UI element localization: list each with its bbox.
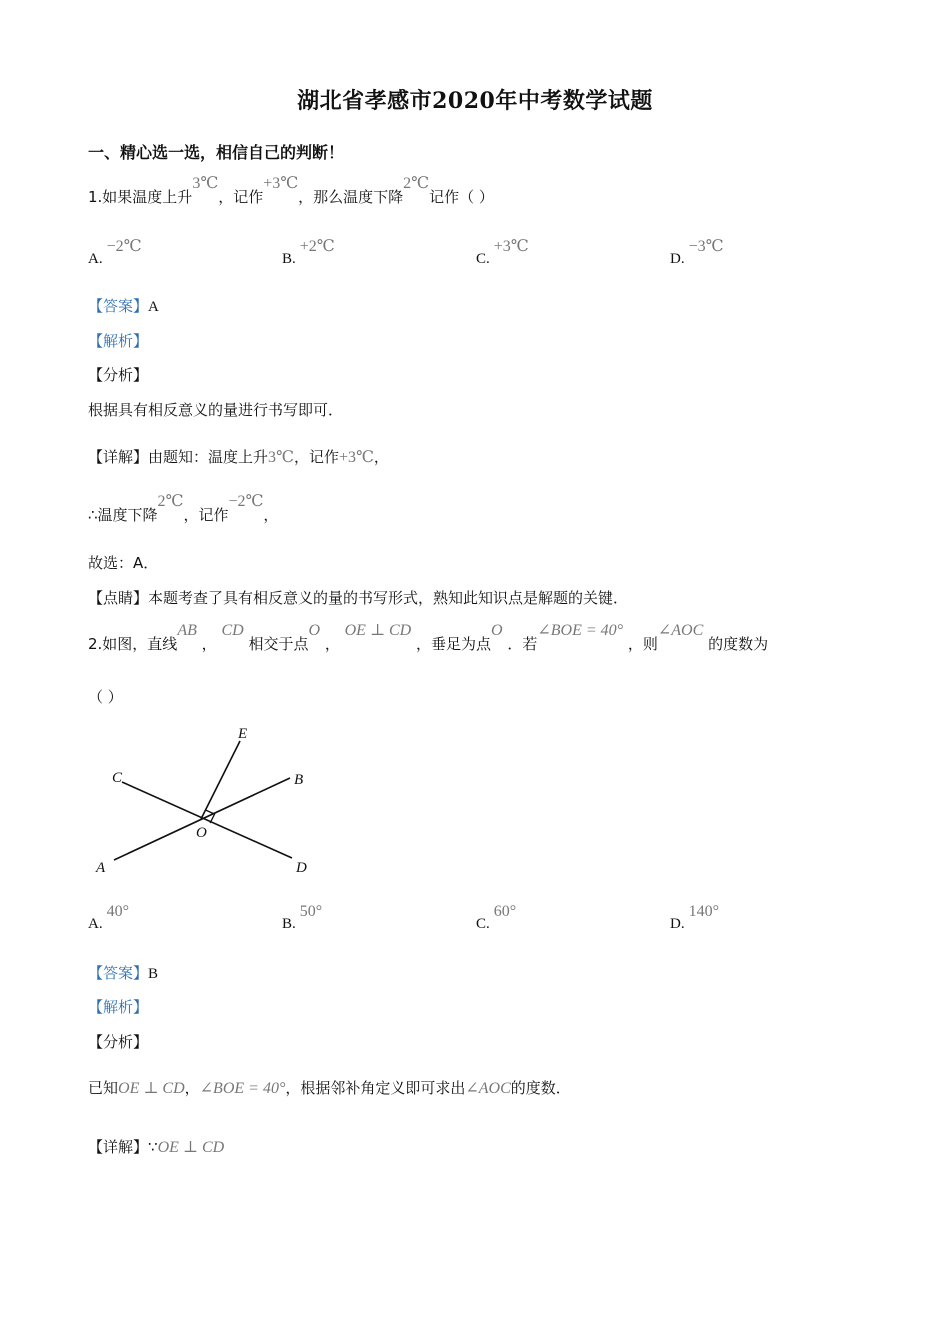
label-o: O — [196, 825, 207, 841]
q1-text-1: ，记作 — [218, 188, 264, 206]
label-c: C — [112, 770, 123, 786]
q1-math-3: 2℃ — [403, 175, 430, 192]
q1-dianjing: 【点睛】本题考查了具有相反意义的量的书写形式，熟知此知识点是解题的关键． — [88, 589, 629, 607]
q2-figure — [88, 720, 328, 890]
q2-option-b: B.50° — [282, 903, 323, 932]
q1-prefix: 1.如果温度上升 — [88, 188, 193, 206]
q1-fenxi-label: 【分析】 — [88, 366, 149, 384]
label-b: B — [294, 772, 304, 788]
ray-oe — [201, 741, 240, 819]
page-title: 湖北省孝感市2020年中考数学试题 — [297, 88, 653, 114]
q1-option-c: C.+3℃ — [476, 238, 529, 267]
q1-option-b: B.+2℃ — [282, 238, 335, 267]
q1-jiexi-label: 【解析】 — [88, 332, 149, 350]
q2-option-a: A.40° — [88, 903, 129, 932]
q2-jiexi-label: 【解析】 — [88, 998, 149, 1016]
q1-text-3: 记作（ ） — [429, 188, 494, 206]
q1-choose: 故选：A． — [88, 554, 159, 572]
q2-fenxi-label: 【分析】 — [88, 1033, 149, 1051]
label-a: A — [96, 860, 106, 876]
q2-analysis: 已知OE ⊥ CD，∠BOE = 40°，根据邻补角定义即可求出∠AOC的度数． — [88, 1079, 571, 1097]
q2-detail: 【详解】∵OE ⊥ CD — [88, 1138, 225, 1156]
section-heading: 一、精心选一选，相信自己的判断！ — [88, 143, 345, 162]
q1-text-2: ，那么温度下降 — [298, 188, 404, 206]
q1-detail-line2: ∴温度下降2℃，记作−2℃， — [88, 493, 279, 524]
q1-analysis: 根据具有相反意义的量进行书写即可． — [88, 401, 344, 419]
q1-stem — [88, 175, 494, 207]
q1-detail-line1: 【详解】由题知：温度上升3℃，记作+3℃， — [88, 448, 389, 466]
q2-option-c: C.60° — [476, 903, 517, 932]
q1-math-1: 3℃ — [192, 175, 219, 192]
q2-paren: （ ） — [88, 688, 123, 706]
q1-answer: 【答案】A — [88, 297, 159, 315]
q2-answer: 【答案】B — [88, 964, 159, 982]
q1-math-2: +3℃ — [263, 175, 299, 192]
q2-option-d: D.140° — [670, 903, 719, 932]
q1-option-a: A.−2℃ — [88, 238, 142, 267]
label-e: E — [238, 726, 248, 742]
line-cd — [122, 782, 292, 858]
label-d: D — [296, 860, 307, 876]
q1-option-d: D.−3℃ — [670, 238, 724, 267]
q2-stem: 2.如图，直线AB ， CD 相交于点O ， OE ⊥ CD ，垂足为点O ．若∠BOE = 40° ，则∠AOC 的度数为 — [88, 622, 769, 653]
